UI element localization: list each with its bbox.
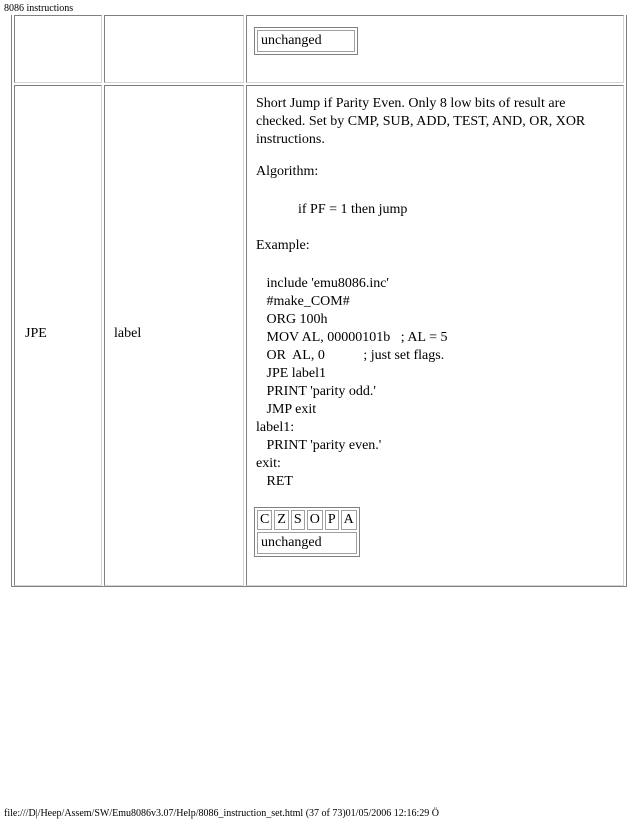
prev-row-mnemonic-cell <box>14 15 102 83</box>
footer-file-path: file:///D|/Heep/Assem/SW/Emu8086v3.07/Help/8086_instruction_set.html (37 of 73)01/05/2006 12:16:29 Ö <box>4 808 440 819</box>
flag-o: O <box>307 510 323 530</box>
prev-flags-state: unchanged <box>257 30 355 52</box>
page-header-title: 8086 instructions <box>4 3 74 14</box>
flag-a: A <box>341 510 357 530</box>
flags-state: unchanged <box>257 532 357 554</box>
prev-flags-table <box>254 27 358 55</box>
flag-p: P <box>325 510 339 530</box>
frame-left-border <box>11 15 12 587</box>
prev-row-operands-cell <box>104 15 244 83</box>
instruction-description <box>256 95 616 149</box>
algorithm-label: Algorithm: <box>256 164 319 179</box>
example-label: Example: <box>256 238 310 253</box>
frame-bottom-border <box>11 586 627 587</box>
flags-state-row <box>257 532 357 554</box>
flag-c: C <box>257 510 272 530</box>
flags-header-row <box>257 510 357 530</box>
flag-z: Z <box>274 510 289 530</box>
instruction-mnemonic: JPE <box>25 326 47 341</box>
instruction-operands: label <box>114 326 142 341</box>
example-code: include 'emu8086.inc' #make_COM# ORG 100h MOV AL, 00000101b ; AL = 5 OR AL, 0 ; just set flags. JPE label1 PRINT 'parity odd.' JMP exit label1: PRINT 'parity even.' exit: RET <box>256 276 448 489</box>
description-text: Short Jump if Parity Even. Only 8 low bits of result are checked. Set by CMP, SUB, ADD, TEST, AND, OR, XOR instructions. <box>256 96 586 147</box>
flags-table <box>254 507 360 557</box>
flag-s: S <box>291 510 305 530</box>
algorithm-text: if PF = 1 then jump <box>298 202 408 217</box>
frame-right-border <box>626 15 627 587</box>
